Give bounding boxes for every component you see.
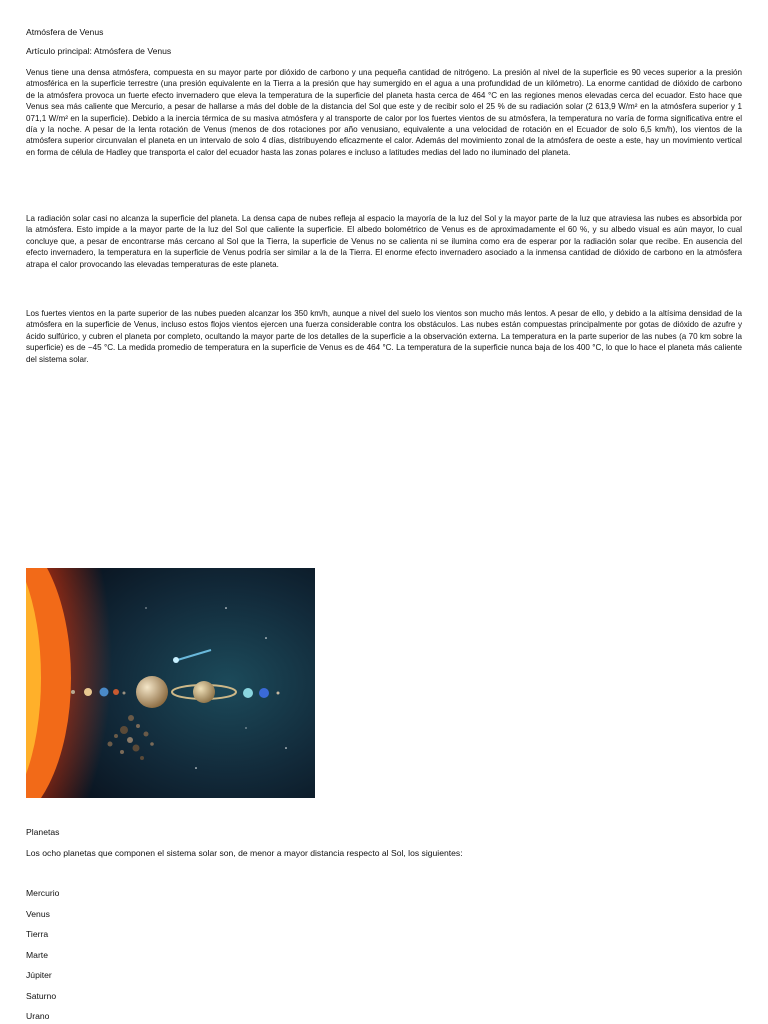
planet-item: Marte — [26, 950, 48, 960]
main-article-link[interactable]: Artículo principal: Atmósfera de Venus — [26, 46, 172, 56]
paragraph-atmosphere: Venus tiene una densa atmósfera, compuesta en su mayor parte por dióxido de carbono y una pequeña cantidad de nitrógeno. La presión al nivel de la superficie es 90 veces superior a la presión atmosférica en la superficie terrestre (una presión equivalente en la Tierra a la presión que hay sumergido en el agua a una profundidad de un kilómetro). La enorme cantidad de dióxido de carbono de la atmósfera provoca un fuerte efecto invernadero que eleva la temperatura de la superficie del planeta hasta cerca de 464 °C en las regiones menos elevadas cerca del ecuador. Esto hace que Venus sea más caliente que Mercurio, a pesar de hallarse a más del doble de la distancia del Sol que este y de recibir solo el 25 % de su radiación solar (2 613,9 W/m² en la atmósfera superior y 1 071,1 W/m² en la superficie). Debido a la inercia térmica de su masiva atmósfera y al transporte de calor por los fuertes vientos de su atmósfera, la temperatura no varía de forma significativa entre el día y la noche. A pesar de la lenta rotación de Venus (menos de dos rotaciones por año venusiano, equivalente a una velocidad de rotación en el Ecuador de solo 6,5 km/h), los vientos de la atmósfera superior circunvalan el planeta en un intervalo de solo 4 días, distribuyendo eficazmente el calor. Además del movimiento zonal de la atmósfera de oeste a este, hay un movimiento vertical en forma de célula de Hadley que transporta el calor del ecuador hasta las zonas polares e incluso a latitudes medias del lado no iluminado del planeta. — [26, 68, 742, 157]
planet-item: Tierra — [26, 929, 49, 939]
planets-intro: Los ocho planetas que componen el sistema solar son, de menor a mayor distancia respecto al Sol, los siguientes: — [26, 848, 463, 858]
paragraph-winds: Los fuertes vientos en la parte superior de las nubes pueden alcanzar los 350 km/h, aunque a nivel del suelo los vientos son mucho más lentos. A pesar de ello, y debido a la altísima densidad de la atmósfera en la superficie de Venus, incluso estos flojos vientos ejercen una fuerza considerable contra los obstáculos. Las nubes están compuestas principalmente por gotas de dióxido de azufre y ácido sulfúrico, y cubren el planeta por completo, ocultando la mayor parte de los detalles de la superficie a la observación externa. La temperatura en la parte superior de las nubes (a 70 km sobre la superficie) es de −45 °C. La medida promedio de temperatura en la superficie de Venus es de 464 °C. La temperatura de la superficie nunca baja de los 400 °C, lo que lo hace el planeta más caliente del sistema solar. — [26, 309, 742, 364]
planet-item: Saturno — [26, 991, 57, 1001]
planet-item: Júpiter — [26, 970, 52, 980]
solar-system-illustration — [26, 568, 315, 798]
paragraph-solar-radiation: La radiación solar casi no alcanza la superficie del planeta. La densa capa de nubes refleja al espacio la mayoría de la luz del Sol y la mayor parte de la luz que atraviesa las nubes es absorbida por la atmósfera. Esto impide a la mayor parte de la luz del Sol que caliente la superficie. El albedo bolométrico de Venus es de aproximadamente el 60 %, y su albedo visual es aún mayor, lo cual concluye que, a pesar de encontrarse más cercano al Sol que la Tierra, la superficie de Venus no se calienta ni se ilumina como era de esperar por la radiación solar que recibe. En ausencia del efecto invernadero, la temperatura en la superficie de Venus podría ser similar a la de la Tierra. El enorme efecto invernadero asociado a la inmensa cantidad de dióxido de carbono en la atmósfera atrapa el calor provocando las elevadas temperaturas de este planeta. — [26, 214, 742, 269]
planet-item: Mercurio — [26, 888, 60, 898]
planet-item: Urano — [26, 1011, 50, 1021]
section-title: Atmósfera de Venus — [26, 27, 104, 37]
solar-system-image — [26, 568, 315, 798]
planets-heading: Planetas — [26, 827, 60, 837]
planet-item: Venus — [26, 909, 50, 919]
